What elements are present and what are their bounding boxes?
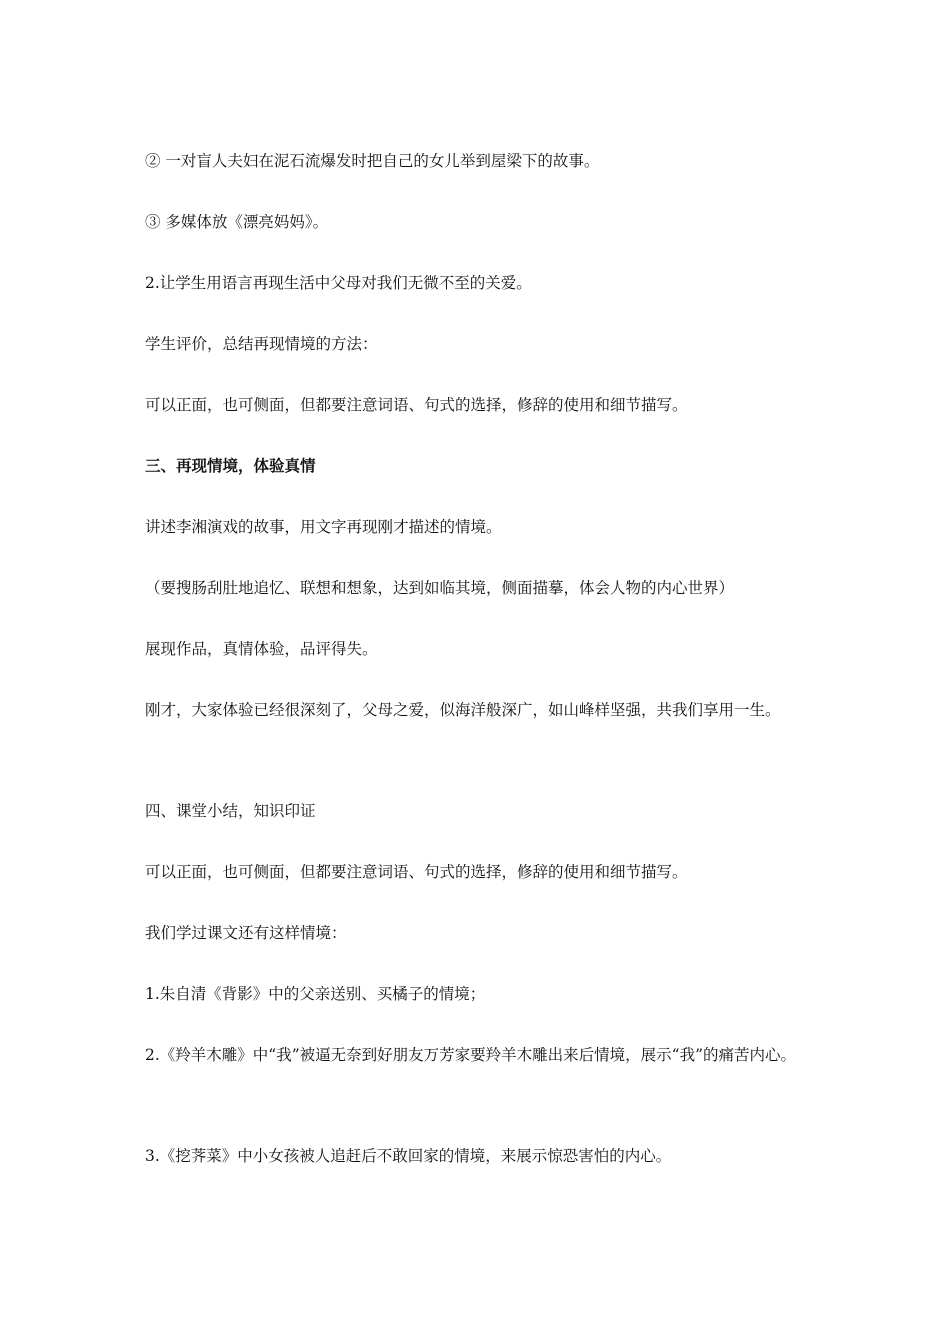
paragraph-lesson-3: 3.《挖荠菜》中小女孩被人追赶后不敢回家的情境，来展示惊恐害怕的内心。	[145, 1147, 672, 1165]
section-heading-3: 三、再现情境，体验真情	[145, 456, 316, 475]
paragraph-example-2: ② 一对盲人夫妇在泥石流爆发时把自己的女儿举到屋梁下的故事。	[145, 152, 600, 170]
paragraph-student-evaluation: 学生评价，总结再现情境的方法：	[145, 335, 378, 353]
paragraph-lessons-intro: 我们学过课文还有这样情境：	[145, 924, 347, 942]
paragraph-lesson-1: 1.朱自清《背影》中的父亲送别、买橘子的情境；	[145, 985, 486, 1003]
paragraph-note: （要搜肠刮肚地追忆、联想和想象，达到如临其境，侧面描摹，体会人物的内心世界）	[145, 579, 735, 597]
paragraph-step-2: 2.让学生用语言再现生活中父母对我们无微不至的关爱。	[145, 274, 532, 292]
paragraph-show-work: 展现作品，真情体验，品评得失。	[145, 640, 378, 658]
paragraph-lesson-2: 2.《羚羊木雕》中“我”被逼无奈到好朋友万芳家要羚羊木雕出来后情境，展示“我”的痛苦内心。	[145, 1046, 796, 1064]
section-heading-4: 四、课堂小结，知识印证	[145, 802, 316, 820]
paragraph-example-3: ③ 多媒体放《漂亮妈妈》。	[145, 213, 329, 231]
paragraph-parental-love: 刚才，大家体验已经很深刻了，父母之爱，似海洋般深广，如山峰样坚强，共我们享用一生。	[145, 701, 781, 719]
paragraph-method: 可以正面，也可侧面，但都要注意词语、句式的选择，修辞的使用和细节描写。	[145, 396, 688, 414]
paragraph-story: 讲述李湘演戏的故事，用文字再现刚才描述的情境。	[145, 518, 502, 536]
paragraph-summary-method: 可以正面，也可侧面，但都要注意词语、句式的选择，修辞的使用和细节描写。	[145, 863, 688, 881]
